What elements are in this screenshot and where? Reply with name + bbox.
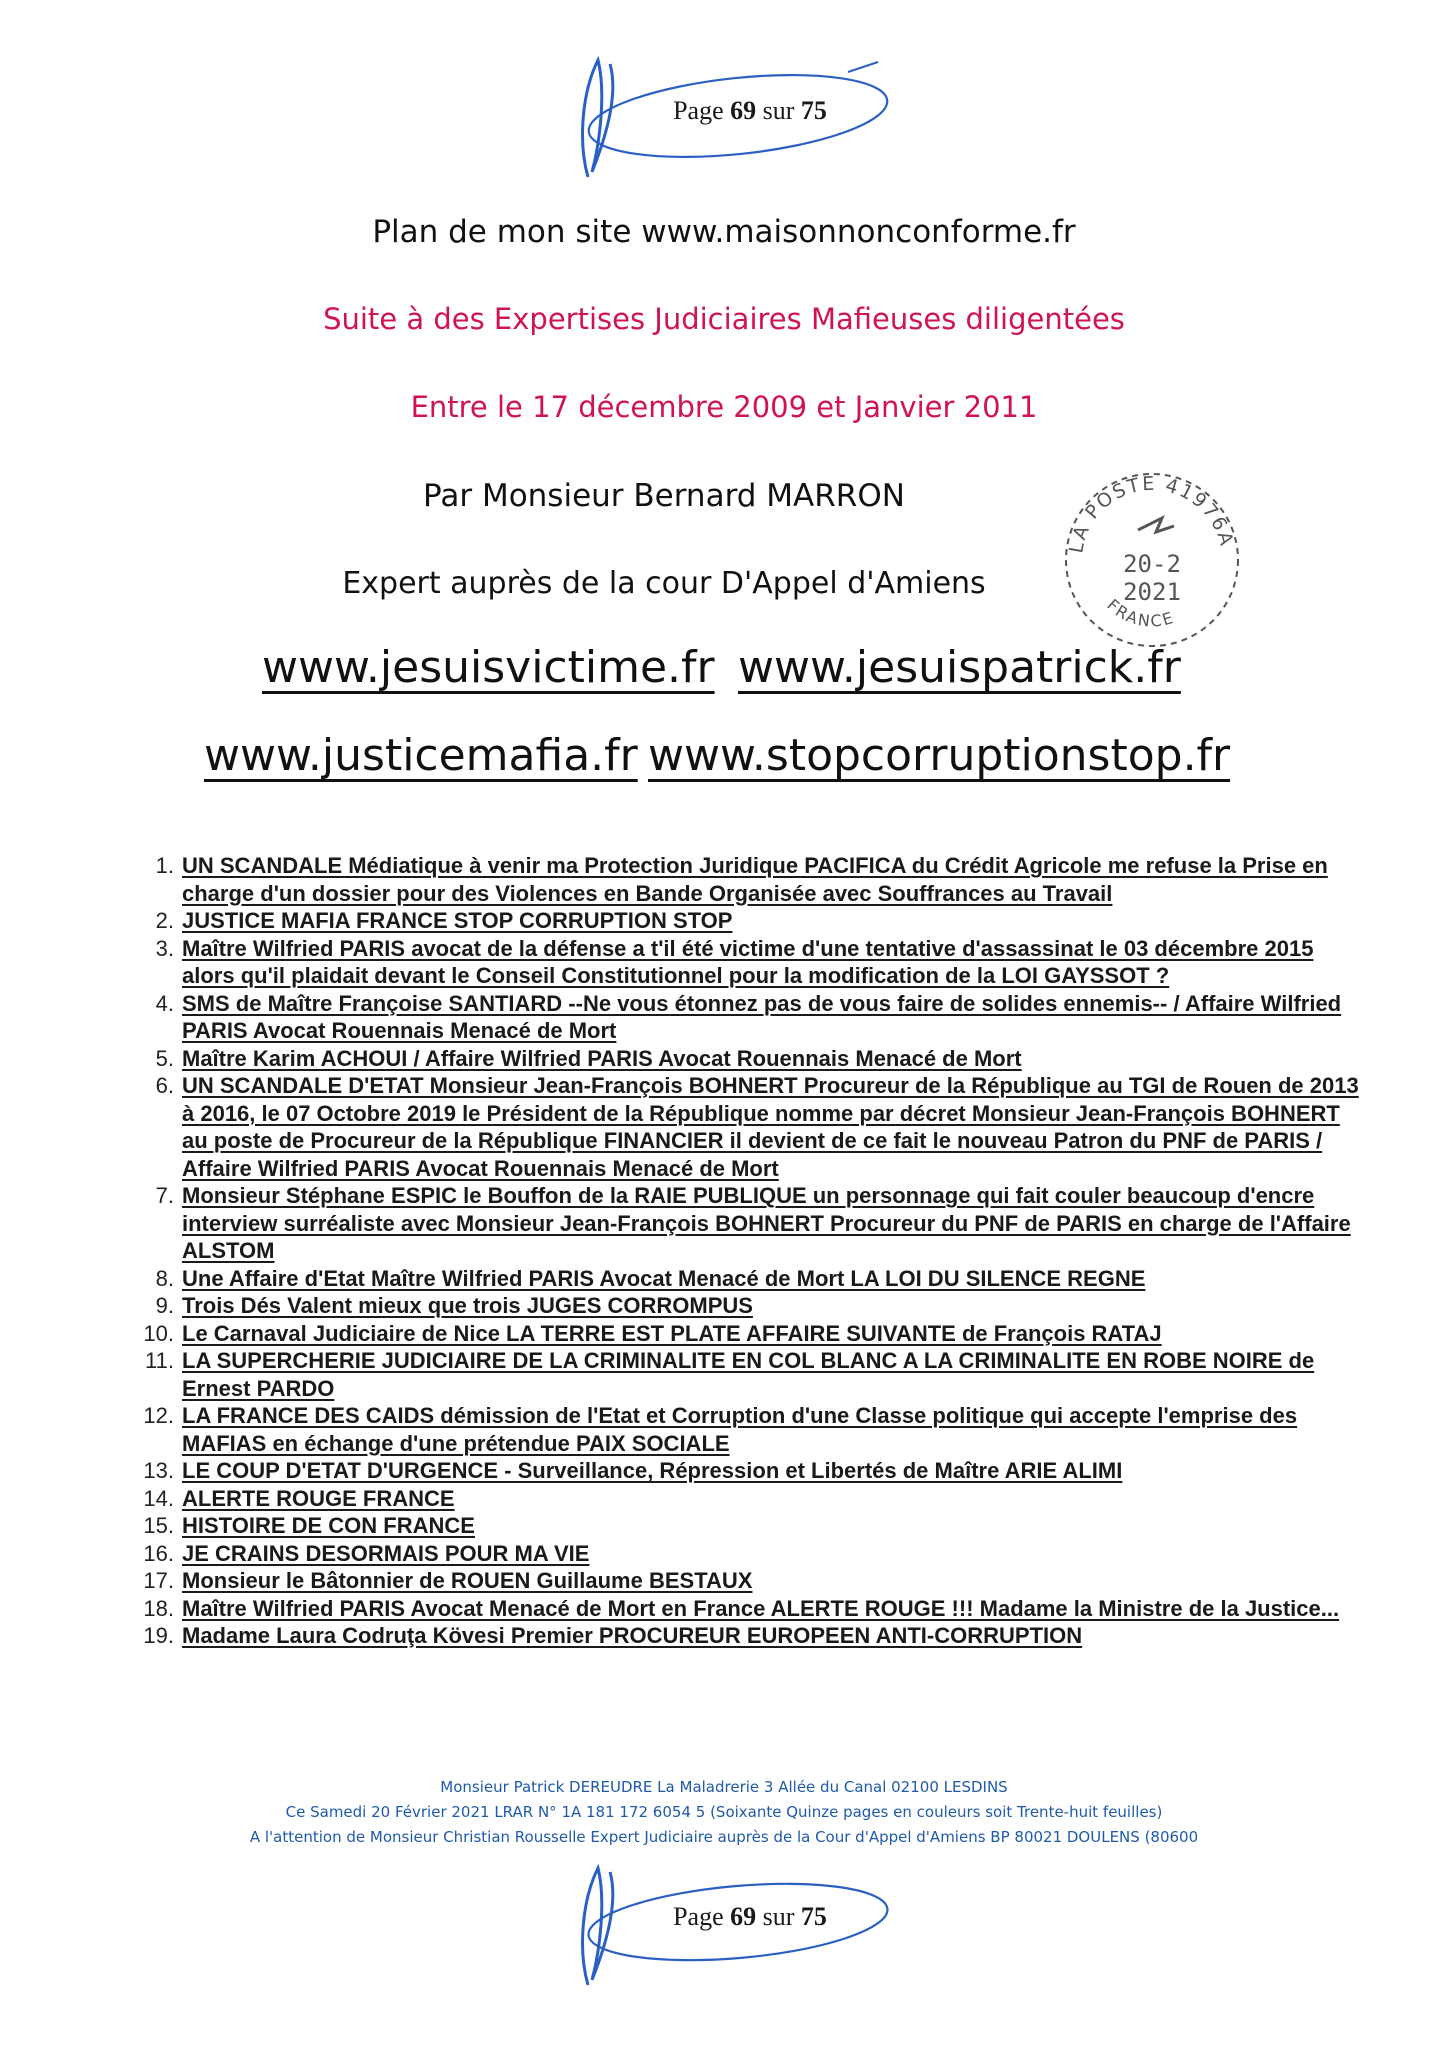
list-item: 6. UN SCANDALE D'ETAT Monsieur Jean-François BOHNERT Procureur de la République au TGI de Rouen de 2013 à 2016, le 07 Octobre 2019 le Président de la République nomme par décret Monsieur Jean-François BOHNERT au poste de Procureur de la République FINANCIER il devient de ce fait le nouveau Patron du PNF de PARIS / Affaire Wilfried PARIS Avocat Rouennais Menacé de Mort — [155, 1073, 1359, 1181]
footer-lrar: Ce Samedi 20 Février 2021 LRAR N° 1A 181 172 6054 5 (Soixante Quinze pages en couleurs soit Trente-huit feuilles) — [285, 1803, 1163, 1821]
footer-address: Monsieur Patrick DEREUDRE La Maladrerie 3 Allée du Canal 02100 LESDINS — [440, 1778, 1008, 1796]
svg-text:LA POSTE 41976A — [1065, 473, 1238, 555]
list-item: 14. ALERTE ROUGE FRANCE — [143, 1485, 455, 1511]
date-range: Entre le 17 décembre 2009 et Janvier 2011 — [410, 390, 1038, 424]
article-link[interactable]: Monsieur le Bâtonnier de ROUEN Guillaume BESTAUX — [182, 1568, 753, 1593]
postmark-stamp — [1052, 460, 1252, 660]
article-link[interactable]: LE COUP D'ETAT D'URGENCE - Surveillance, Répression et Libertés de Maître ARIE ALIMI — [182, 1458, 1123, 1483]
website-link-jesuispatrick[interactable]: www.jesuispatrick.fr — [738, 642, 1181, 693]
page-number-bottom: Page 69 sur 75 — [673, 1902, 827, 1931]
article-link[interactable]: UN SCANDALE D'ETAT Monsieur Jean-François BOHNERT Procureur de la République au TGI de Rouen de 2013 à 2016, le 07 Octobre 2019 le Président de la République nomme par décret Monsieur Jean-François BOHNERT au poste de Procureur de la République FINANCIER il devient de ce fait le nouveau Patron du PNF de PARIS / Affaire Wilfried PARIS Avocat Rouennais Menacé de Mort — [182, 1073, 1359, 1181]
article-list — [140, 852, 1360, 1650]
page-number-top: Page 69 sur 75 — [673, 96, 827, 125]
article-link[interactable]: Madame Laura Codruţa Kövesi Premier PROCUREUR EUROPEEN ANTI-CORRUPTION — [182, 1623, 1083, 1648]
article-link[interactable]: Une Affaire d'Etat Maître Wilfried PARIS Avocat Menacé de Mort LA LOI DU SILENCE REGNE — [182, 1265, 1146, 1291]
article-link[interactable]: ALERTE ROUGE FRANCE — [182, 1485, 455, 1511]
list-item: 8. Une Affaire d'Etat Maître Wilfried PARIS Avocat Menacé de Mort LA LOI DU SILENCE REGNE — [155, 1265, 1146, 1291]
article-link[interactable]: Trois Dés Valent mieux que trois JUGES CORROMPUS — [182, 1293, 753, 1318]
stamp-top-text: LA POSTE 41976A — [1065, 472, 1238, 555]
article-link[interactable]: Monsieur Stéphane ESPIC le Bouffon de la RAIE PUBLIQUE un personnage qui fait couler beaucoup d'encre interview surréaliste avec Monsieur Jean-François BOHNERT Procureur du PNF de PARIS en charge de l'Affaire ALSTOM — [182, 1183, 1351, 1263]
stamp-date-2: 2021 — [1123, 578, 1181, 606]
article-link[interactable]: Le Carnaval Judiciaire de Nice LA TERRE EST PLATE AFFAIRE SUIVANTE de François RATAJ — [182, 1320, 1162, 1346]
list-item: 5. Maître Karim ACHOUI / Affaire Wilfried PARIS Avocat Rouennais Menacé de Mort — [155, 1045, 1022, 1071]
article-link[interactable]: Maître Karim ACHOUI / Affaire Wilfried PARIS Avocat Rouennais Menacé de Mort — [182, 1045, 1022, 1071]
website-link-justicemafia[interactable]: www.justicemafia.fr — [204, 730, 638, 781]
author-role: Expert auprès de la cour D'Appel d'Amiens — [342, 566, 986, 601]
article-link[interactable]: JUSTICE MAFIA FRANCE STOP CORRUPTION STOP — [182, 908, 733, 933]
stamp-bottom-text: FRANCE — [1103, 595, 1178, 631]
website-link-jesuisvictime[interactable]: www.jesuisvictime.fr — [262, 642, 715, 693]
list-item: 19. Madame Laura Codruţa Kövesi Premier PROCUREUR EUROPEEN ANTI-CORRUPTION — [143, 1623, 1083, 1648]
footer-recipient: A l'attention de Monsieur Christian Rousselle Expert Judiciaire auprès de la Cour d'Appel d'Amiens BP 80021 DOULENS (80600 — [249, 1828, 1199, 1846]
article-link[interactable]: JE CRAINS DESORMAIS POUR MA VIE — [182, 1540, 590, 1566]
article-link[interactable]: Maître Wilfried PARIS Avocat Menacé de Mort en France ALERTE ROUGE !!! Madame la Ministre de la Justice... — [182, 1595, 1340, 1621]
website-link-stopcorruptionstop[interactable]: www.stopcorruptionstop.fr — [648, 730, 1231, 781]
stamp-date-1: 20-2 — [1123, 550, 1181, 578]
article-link[interactable]: UN SCANDALE Médiatique à venir ma Protection Juridique PACIFICA du Crédit Agricole me refuse la Prise en charge d'un dossier pour des Violences en Bande Organisée avec Souffrances au Travail — [182, 853, 1328, 906]
list-item: 9. Trois Dés Valent mieux que trois JUGES CORROMPUS — [155, 1293, 753, 1318]
article-link[interactable]: LA SUPERCHERIE JUDICIAIRE DE LA CRIMINALITE EN COL BLANC A LA CRIMINALITE EN ROBE NOIRE de Ernest PARDO — [182, 1348, 1315, 1401]
subtitle: Suite à des Expertises Judiciaires Mafieuses diligentées — [323, 302, 1125, 336]
list-item: 4. SMS de Maître Françoise SANTIARD --Ne vous étonnez pas de vous faire de solides ennemis-- / Affaire Wilfried PARIS Avocat Rouennais Menacé de Mort — [155, 990, 1342, 1043]
article-link[interactable]: LA FRANCE DES CAIDS démission de l'Etat et Corruption d'une Classe politique qui accepte l'emprise des MAFIAS en échange d'une prétendue PAIX SOCIALE — [182, 1403, 1298, 1456]
list-item: 18. Maître Wilfried PARIS Avocat Menacé de Mort en France ALERTE ROUGE !!! Madame la Ministre de la Justice... — [143, 1595, 1340, 1621]
author-line: Par Monsieur Bernard MARRON — [423, 478, 905, 514]
list-item: 11. LA SUPERCHERIE JUDICIAIRE DE LA CRIMINALITE EN COL BLANC A LA CRIMINALITE EN ROBE NOIRE de Ernest PARDO — [145, 1348, 1315, 1401]
list-item: 15. HISTOIRE DE CON FRANCE — [143, 1513, 475, 1538]
list-item: 16. JE CRAINS DESORMAIS POUR MA VIE — [143, 1540, 590, 1566]
list-item: 2. JUSTICE MAFIA FRANCE STOP CORRUPTION STOP — [155, 908, 733, 933]
list-item: 13. LE COUP D'ETAT D'URGENCE - Surveillance, Répression et Libertés de Maître ARIE ALIMI — [143, 1458, 1123, 1483]
list-item: 3. Maître Wilfried PARIS avocat de la défense a t'il été victime d'une tentative d'assassinat le 03 décembre 2015 alors qu'il plaidait devant le Conseil Constitutionnel pour la modification de la LOI GAYSSOT ? — [155, 935, 1314, 988]
article-link[interactable]: HISTOIRE DE CON FRANCE — [182, 1513, 475, 1538]
list-item: 10. Le Carnaval Judiciaire de Nice LA TERRE EST PLATE AFFAIRE SUIVANTE de François RATAJ — [143, 1320, 1162, 1346]
list-item: 17. Monsieur le Bâtonnier de ROUEN Guillaume BESTAUX — [143, 1568, 753, 1593]
list-item: 1. UN SCANDALE Médiatique à venir ma Protection Juridique PACIFICA du Crédit Agricole me refuse la Prise en charge d'un dossier pour des Violences en Bande Organisée avec Souffrances au Travail — [155, 853, 1328, 906]
article-link[interactable]: Maître Wilfried PARIS avocat de la défense a t'il été victime d'une tentative d'assassinat le 03 décembre 2015 alors qu'il plaidait devant le Conseil Constitutionnel pour la modification de la LOI GAYSSOT ? — [182, 935, 1314, 988]
site-plan-heading: Plan de mon site www.maisonnonconforme.fr — [372, 214, 1076, 250]
list-item: 12. LA FRANCE DES CAIDS démission de l'Etat et Corruption d'une Classe politique qui accepte l'emprise des MAFIAS en échange d'une prétendue PAIX SOCIALE — [143, 1403, 1298, 1456]
article-link[interactable]: SMS de Maître Françoise SANTIARD --Ne vous étonnez pas de vous faire de solides ennemis-- / Affaire Wilfried PARIS Avocat Rouennais Menacé de Mort — [182, 990, 1342, 1043]
list-item: 7. Monsieur Stéphane ESPIC le Bouffon de la RAIE PUBLIQUE un personnage qui fait couler beaucoup d'encre interview surréaliste avec Monsieur Jean-François BOHNERT Procureur du PNF de PARIS en charge de l'Affaire ALSTOM — [155, 1183, 1351, 1263]
